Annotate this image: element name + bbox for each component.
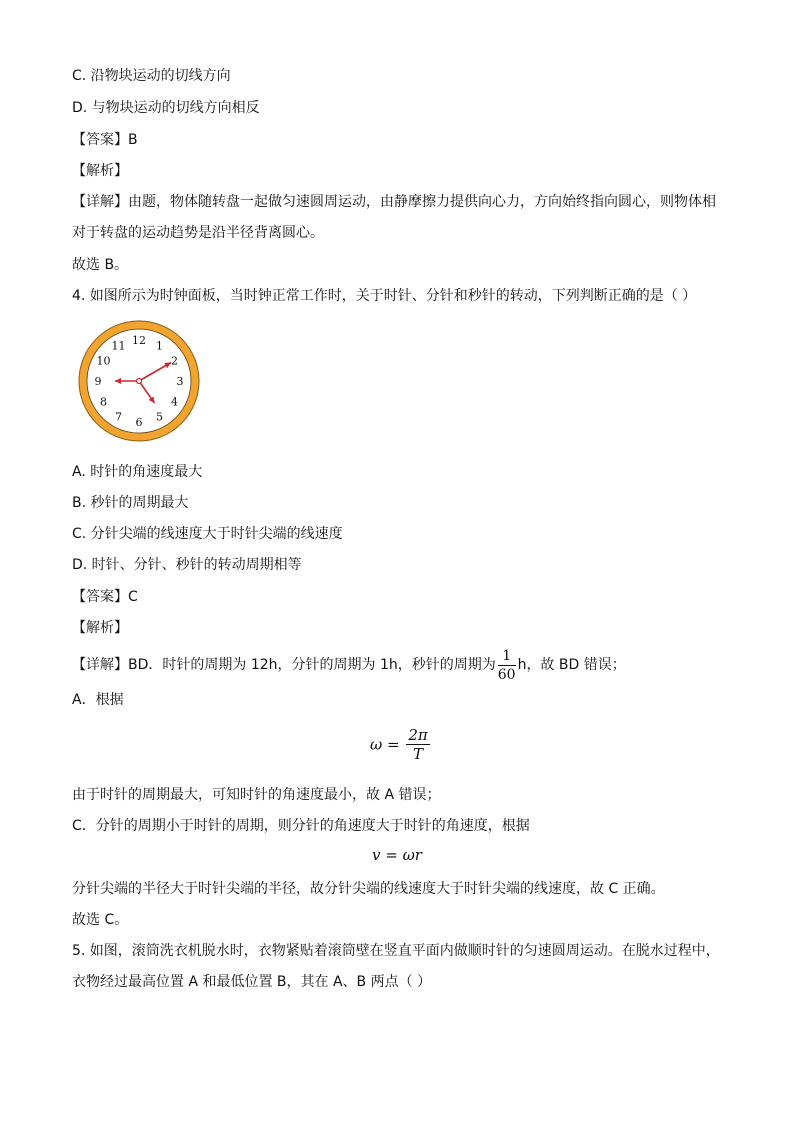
clock-number: 6 <box>135 416 143 429</box>
q4-stem: 4. 如图所示为时钟面板，当时钟正常工作时，关于时针、分针和秒针的转动，下列判断正确的是（ ） <box>72 288 697 304</box>
period-fraction <box>498 647 516 684</box>
q5-stem-line2: 衣物经过最高位置 A 和最低位置 B，其在 A、B 两点（ ） <box>72 974 432 990</box>
q4-a-intro: A．根据 <box>72 692 124 708</box>
fraction-numerator: 1 <box>498 647 516 666</box>
clock-number: 12 <box>132 334 146 347</box>
q4-a-conclusion: 由于时针的周期最大，可知时针的角速度最小，故 A 错误； <box>72 787 441 803</box>
clock-number: 10 <box>96 354 111 368</box>
q3-analysis-label: 【解析】 <box>72 163 128 179</box>
q4-c-conclusion: 分针尖端的半径大于时针尖端的半径，故分针尖端的线速度大于时针尖端的线速度，故 C 正确。 <box>72 881 665 897</box>
formula-omega <box>370 726 432 763</box>
clock-figure <box>76 320 202 442</box>
fraction-denominator: 60 <box>497 666 516 683</box>
q3-option-c: C. 沿物块运动的切线方向 <box>72 68 231 84</box>
clock-number: 9 <box>94 375 102 388</box>
q4-option-d: D. 时针、分针、秒针的转动周期相等 <box>72 557 302 573</box>
q3-conclusion: 故选 B。 <box>72 257 129 273</box>
q4-detail-bd <box>72 645 626 685</box>
q4-analysis-label: 【解析】 <box>72 620 128 636</box>
q5-stem-line1: 5. 如图，滚筒洗衣机脱水时，衣物紧贴着滚筒壁在竖直平面内做顺时针的匀速圆周运动。在脱水过程中， <box>72 943 720 959</box>
q4-answer: 【答案】C <box>72 589 138 605</box>
clock-center-hub <box>137 379 142 384</box>
q4-option-c: C. 分针尖端的线速度大于时针尖端的线速度 <box>72 526 343 542</box>
q4-detail-bd-suffix: h，故 BD 错误； <box>517 657 626 673</box>
q3-detail-line2: 对于转盘的运动趋势是沿半径背离圆心。 <box>72 225 324 241</box>
q3-answer: 【答案】B <box>72 132 138 148</box>
formula-omega-numerator: 2π <box>408 726 428 744</box>
q3-detail-line1: 【详解】由题，物体随转盘一起做匀速圆周运动，由静摩擦力提供向心力，方向始终指向圆心，则物体相 <box>72 194 716 210</box>
formula-omega-fraction <box>406 726 429 763</box>
q3-option-d: D. 与物块运动的切线方向相反 <box>72 100 260 116</box>
formula-v: v = ωr <box>372 846 422 864</box>
clock-number: 2 <box>171 354 178 368</box>
clock-number: 8 <box>100 395 107 409</box>
clock-number: 4 <box>171 395 178 409</box>
q4-c-intro: C．分针的周期小于时针的周期，则分针的角速度大于时针的角速度，根据 <box>72 818 530 834</box>
clock-number: 1 <box>156 339 163 353</box>
clock-number: 7 <box>115 410 122 424</box>
clock-number: 11 <box>111 339 126 353</box>
clock-number: 5 <box>156 410 163 424</box>
q4-option-a: A. 时针的角速度最大 <box>72 464 203 480</box>
q4-option-b: B. 秒针的周期最大 <box>72 495 189 511</box>
formula-omega-denominator: T <box>413 745 424 763</box>
q4-detail-bd-prefix: 【详解】BD．时针的周期为 12h，分针的周期为 1h，秒针的周期为 <box>72 657 496 673</box>
clock-number: 3 <box>176 375 184 388</box>
formula-omega-lhs: ω = <box>370 735 400 754</box>
q4-conclusion: 故选 C。 <box>72 912 129 928</box>
